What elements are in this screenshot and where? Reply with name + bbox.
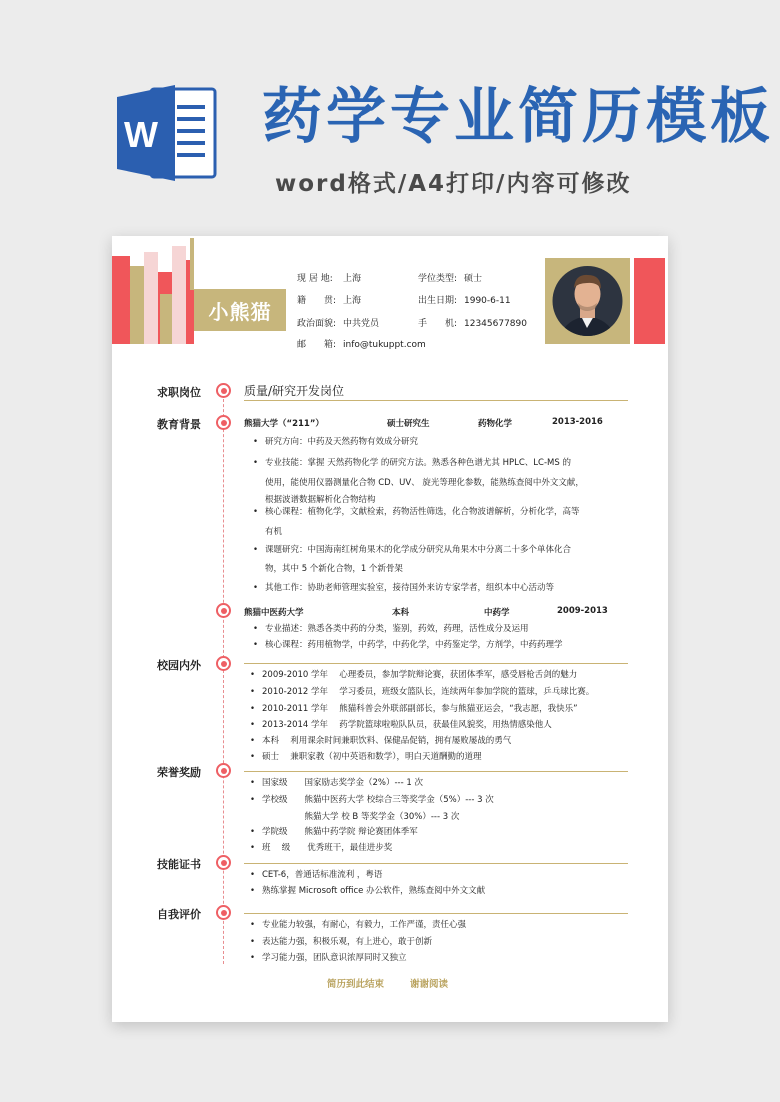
list-item: • 专业技能：掌握 天然药物化学 的研究方法。熟悉各种色谱尤其 HPLC、LC-MS 的 [265,455,571,472]
list-item-continued: 有机 [265,527,283,537]
school1-years: 2013-2016 [552,417,603,427]
timeline-marker-icon [216,905,231,920]
section-divider [244,400,628,401]
school2-years: 2009-2013 [557,606,608,616]
decor-bar [130,266,144,344]
list-item: • CET-6，普通话标准流利 ，粤语 [262,867,382,884]
info-phone: 手 机: 12345677890 [418,319,527,329]
school2-name: 熊猫中医药大学 [244,608,304,618]
banner-title: 药学专业简历模板 [262,82,774,152]
list-item: • 核心课程：药用植物学，中药学，中药化学，中药鉴定学，方剂学，中药药理学 [265,637,563,654]
resume-page [112,236,668,1022]
info-residence: 现 居 地: 上海 [297,274,362,284]
school2-degree: 本科 [392,608,410,618]
school1-degree: 硕士研究生 [387,419,430,429]
list-item-continued: 物，其中 5 个新化合物，1 个新骨架 [265,564,403,574]
list-item: • 专业描述：熟悉各类中药的分类，鉴别，药效，药理，活性成分及运用 [265,621,529,638]
list-item: • 学院级 熊猫中药学院 辩论赛团体季军 [262,824,418,841]
word-document-icon [115,83,219,183]
list-item: • 核心课程：植物化学，文献检索，药物活性筛选，化合物波谱解析，分析化学，高等 [265,504,580,521]
decor-bar [172,246,186,344]
list-item: • 专业能力较强，有耐心，有毅力，工作严谨，责任心强 [262,917,466,934]
list-item-continued: 根据波谱数据解析化合物结构 [265,495,376,505]
section-divider [244,913,628,914]
section-divider [244,663,628,664]
list-item-continued: 熊猫大学 校 B 等奖学金（30%）--- 3 次 [262,812,460,822]
section-title-honors: 荣誉奖励 [157,766,201,779]
info-email: 邮 箱: info@tukuppt.com [297,340,426,350]
photo-frame [545,258,630,344]
info-politics: 政治面貌: 中共党员 [297,319,380,329]
decor-bar [160,294,172,344]
list-item: • 班 级 优秀班干，最佳进步奖 [262,840,392,857]
info-native: 籍 贯: 上海 [297,296,362,306]
list-item: • 熟练掌握 Microsoft office 办公软件，熟练查阅中外文文献 [262,883,485,900]
list-item: • 研究方向：中药及天然药物有效成分研究 [265,434,418,451]
list-item: • 2013-2014 学年 药学院篮球啦啦队队员，获最佳风貌奖，用热情感染他人 [262,717,552,734]
section-title-self: 自我评价 [157,908,201,921]
section-title-job: 求职岗位 [157,386,201,399]
decor-bar [634,258,665,344]
timeline-marker-icon [216,603,231,618]
banner-subtitle: word格式/A4打印/内容可修改 [275,171,632,197]
job-value: 质量/研究开发岗位 [244,384,345,398]
section-title-campus: 校园内外 [157,659,201,672]
list-item: • 2009-2010 学年 心理委员，参加学院辩论赛，获团体季军，感受唇枪舌剑的魅力 [262,667,577,684]
timeline-marker-icon [216,415,231,430]
info-degree-type: 学位类型: 硕士 [418,274,483,284]
list-item: • 其他工作：协助老师管理实验室，接待国外来访专家学者，组织本中心活动等 [265,580,554,597]
footer-end-text: 简历到此结束 [327,979,385,990]
timeline-marker-icon [216,383,231,398]
list-item: • 2010-2011 学年 熊猫科普会外联部副部长，参与熊猫亚运会，“我志愿，我快乐” [262,701,578,718]
decor-bar [190,238,194,290]
school2-major: 中药学 [484,608,510,618]
timeline-marker-icon [216,763,231,778]
list-item: • 表达能力强，积极乐观，有上进心，敢于创新 [262,934,432,951]
avatar [545,258,630,344]
timeline-line [223,384,224,964]
list-item: • 课题研究：中国海南红树角果木的化学成分研究从角果木中分离二十多个单体化合 [265,542,571,559]
section-divider [244,771,628,772]
section-title-skills: 技能证书 [157,858,201,871]
section-title-education: 教育背景 [157,418,201,431]
school1-name: 熊猫大学（“211”） [244,419,324,429]
school1-major: 药物化学 [478,419,513,429]
svg-text:W: W [124,114,158,155]
timeline-marker-icon [216,855,231,870]
applicant-name: 小熊猫 [194,289,286,331]
footer-thanks-text: 谢谢阅读 [410,979,449,990]
list-item: • 硕士 兼职家教（初中英语和数学），明白天道酬勤的道理 [262,749,481,766]
list-item: • 本科 利用课余时间兼职饮料、保健品促销，拥有屡败屡战的勇气 [262,733,511,750]
timeline-marker-icon [216,656,231,671]
info-birth: 出生日期: 1990-6-11 [418,296,511,306]
decor-bar [144,252,158,344]
list-item: • 学校级 熊猫中医药大学 校综合三等奖学金（5%）--- 3 次 [262,792,494,809]
list-item-continued: 使用，能使用仪器测量化合物 CD、UV、 旋光等理化参数，能熟练查阅中外文文献， [265,478,584,488]
list-item: • 学习能力强，团队意识浓厚同时又独立 [262,950,407,967]
list-item: • 国家级 国家励志奖学金（2%）--- 1 次 [262,775,423,792]
list-item: • 2010-2012 学年 学习委员，班级女篮队长，连续两年参加学院的篮球，乒乓球比赛。 [262,684,594,701]
decor-bar [112,256,130,344]
section-divider [244,863,628,864]
